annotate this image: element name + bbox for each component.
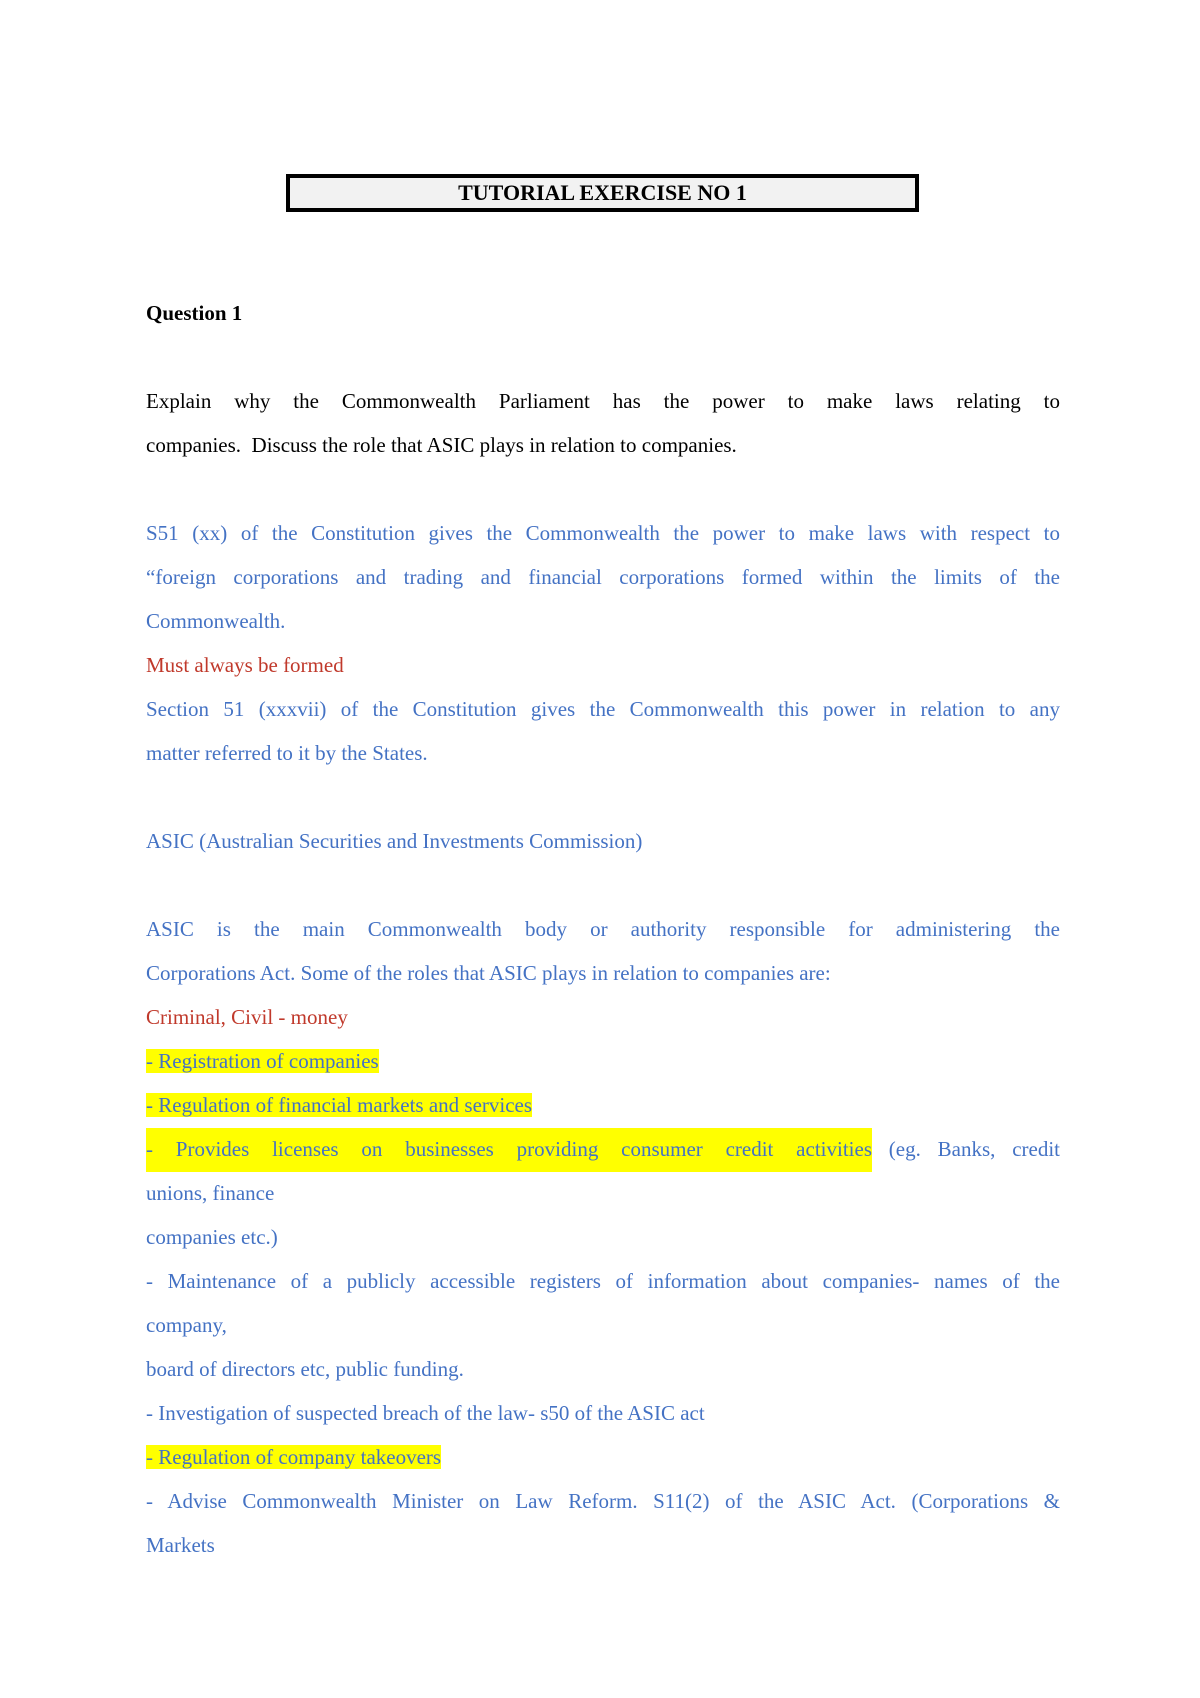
note-criminal-civil: Criminal, Civil - money bbox=[146, 1005, 348, 1029]
asic-heading: ASIC (Australian Securities and Investments Commission) bbox=[146, 829, 643, 853]
licenses-examples-text: (eg. Banks, credit bbox=[872, 1137, 1060, 1161]
answer-s51xx-line-1: S51 (xx) of the Constitution gives the Commonwealth the power to make laws with respect to bbox=[146, 521, 1060, 545]
highlighted-text: - Registration of companies bbox=[146, 1049, 379, 1073]
highlighted-text: - Regulation of financial markets and services bbox=[146, 1093, 533, 1117]
asic-intro-line-2: Corporations Act. Some of the roles that ASIC plays in relation to companies are: bbox=[146, 961, 831, 985]
role-maintenance-line-1: - Maintenance of a publicly accessible registers of information about companies- names of the bbox=[146, 1269, 1060, 1293]
role-maintenance-line-2: company, bbox=[146, 1313, 227, 1337]
role-licenses-line-1 bbox=[146, 1128, 1060, 1172]
note-must-be-formed: Must always be formed bbox=[146, 653, 344, 677]
role-maintenance-line-3: board of directors etc, public funding. bbox=[146, 1357, 464, 1381]
answer-s51xxxvii-line-2: matter referred to it by the States. bbox=[146, 741, 428, 765]
role-advise-line-2: Markets bbox=[146, 1533, 215, 1557]
answer-s51xx-line-2: “foreign corporations and trading and financial corporations formed within the limits of the bbox=[146, 565, 1060, 589]
highlighted-text: - Regulation of company takeovers bbox=[146, 1445, 442, 1469]
role-investigation: - Investigation of suspected breach of the law- s50 of the ASIC act bbox=[146, 1401, 705, 1425]
role-regulation-markets bbox=[146, 1084, 1060, 1128]
question-text-line-2: companies. Discuss the role that ASIC plays in relation to companies. bbox=[146, 433, 737, 457]
role-advise-line-1: - Advise Commonwealth Minister on Law Reform. S11(2) of the ASIC Act. (Corporations & bbox=[146, 1489, 1060, 1513]
question-text-line-1: Explain why the Commonwealth Parliament has the power to make laws relating to bbox=[146, 389, 1060, 413]
highlighted-text: - Provides licenses on businesses providing consumer credit activities bbox=[146, 1128, 872, 1172]
role-licenses-line-2: unions, finance bbox=[146, 1181, 275, 1205]
role-takeovers bbox=[146, 1436, 1060, 1480]
question-heading: Question 1 bbox=[146, 301, 243, 325]
role-registration bbox=[146, 1040, 1060, 1084]
answer-s51xxxvii-line-1: Section 51 (xxxvii) of the Constitution gives the Commonwealth this power in relation to any bbox=[146, 697, 1060, 721]
asic-intro-line-1: ASIC is the main Commonwealth body or authority responsible for administering the bbox=[146, 917, 1060, 941]
page-title: TUTORIAL EXERCISE NO 1 bbox=[286, 174, 919, 212]
answer-s51xx-line-3: Commonwealth. bbox=[146, 609, 286, 633]
role-licenses-line-3: companies etc.) bbox=[146, 1225, 278, 1249]
